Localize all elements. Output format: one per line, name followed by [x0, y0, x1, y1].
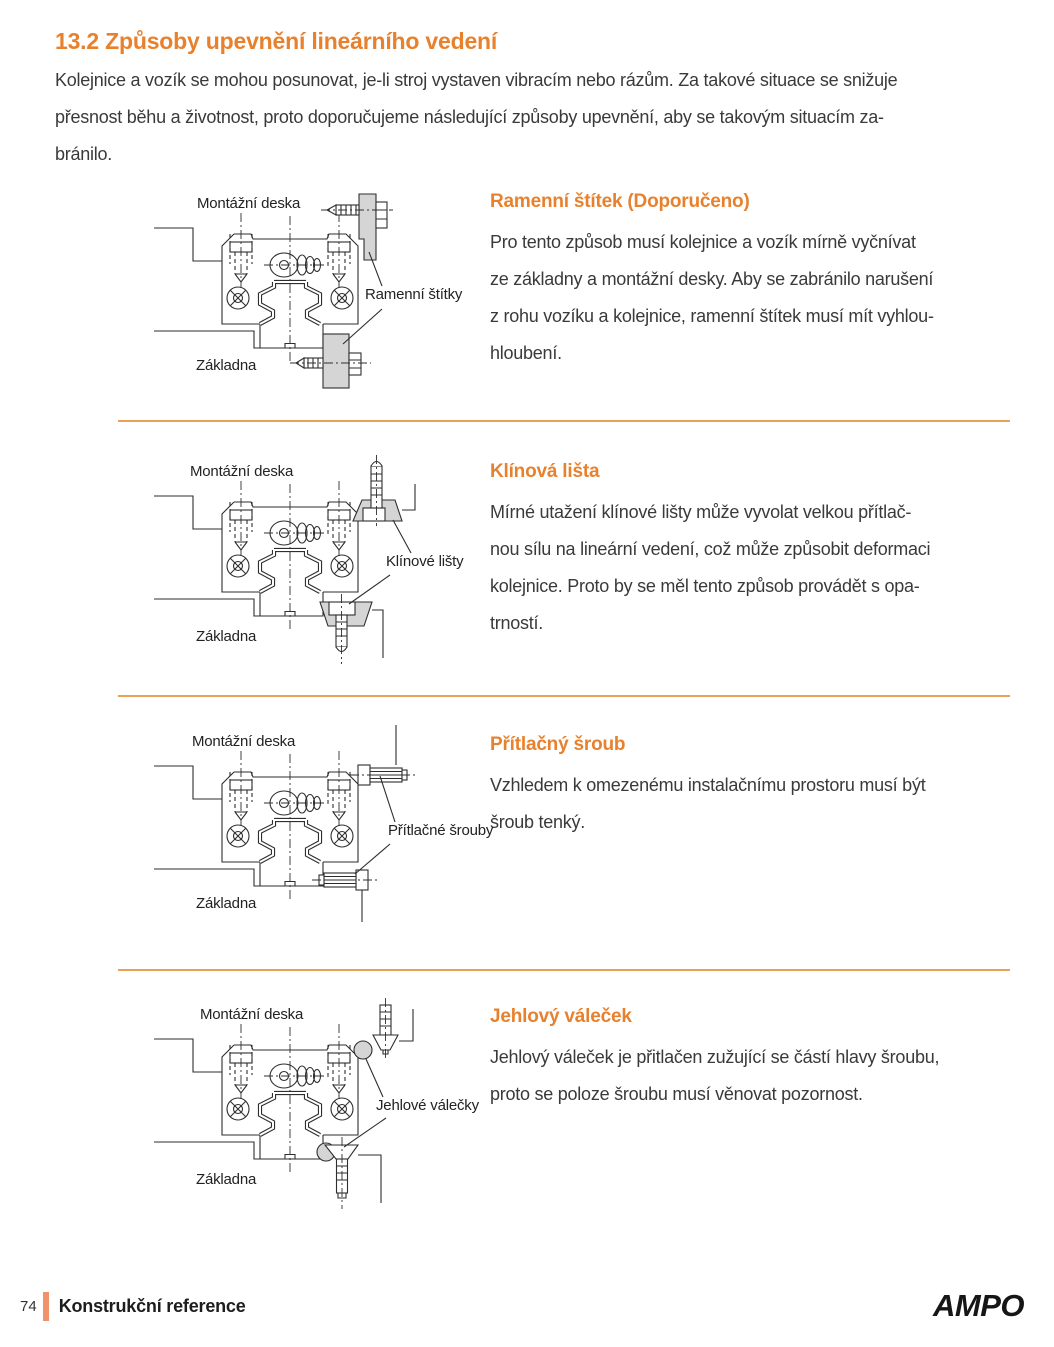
page-title: 13.2 Způsoby upevnění lineárního vedení	[55, 28, 498, 54]
section-heading: Klínová lišta	[490, 461, 600, 482]
page-number: 74	[20, 1297, 37, 1315]
section-heading: Přítlačný šroub	[490, 734, 626, 755]
body-line: trností.	[490, 613, 544, 633]
section-heading: Jehlový váleček	[490, 1006, 632, 1027]
diagram-pritlacny-sroub	[150, 724, 494, 969]
diagram-klinova-lista	[150, 454, 490, 695]
page-footer	[0, 1284, 1054, 1328]
body-line: Mírné utažení klínové lišty může vyvolat velkou přítlač-	[490, 502, 912, 522]
diagram-label-part: Klínové lišty	[386, 553, 464, 570]
section-heading: Ramenní štítek (Doporučeno)	[490, 191, 750, 212]
section-klinova-lista	[55, 422, 1010, 695]
body-line: šroub tenký.	[490, 812, 586, 832]
body-line: Jehlový váleček je přitlačen zužující se částí hlavy šroubu,	[490, 1047, 940, 1067]
diagram-label-base: Základna	[196, 895, 257, 912]
intro-line: přesnost běhu a životnost, proto doporučujeme následující způsoby upevnění, aby se takovým situacím za-	[55, 107, 884, 127]
brand-logo: AMPO	[933, 1288, 1024, 1323]
footer-accent-bar	[43, 1292, 49, 1321]
intro-paragraph	[55, 62, 1010, 173]
diagram-label-mounting-plate: Montážní deska	[192, 733, 296, 750]
diagram-label-base: Základna	[196, 628, 257, 645]
section-ramenni-stitek	[55, 183, 1010, 420]
linear-guide-push-screw-drawing	[150, 724, 490, 954]
body-line: proto se poloze šroubu musí věnovat pozornost.	[490, 1084, 863, 1104]
diagram-ramenni-stitek	[150, 186, 490, 420]
section-pritlacny-sroub	[55, 697, 1010, 969]
diagram-label-base: Základna	[196, 1171, 257, 1188]
body-line: Vzhledem k omezenému instalačnímu prostoru musí být	[490, 775, 926, 795]
diagram-jehlovy-valecek	[150, 997, 490, 1227]
section-jehlovy-valecek	[55, 971, 1010, 1227]
body-line: hloubení.	[490, 343, 562, 363]
body-line: nou sílu na lineární vedení, což může způsobit deformaci	[490, 539, 931, 559]
footer-section-label: Konstrukční reference	[58, 1295, 246, 1316]
body-line: z rohu vozíku a kolejnice, ramenní štítek musí mít vyhlou-	[490, 306, 934, 326]
diagram-label-part: Přítlačné šrouby	[388, 822, 494, 839]
diagram-label-mounting-plate: Montážní deska	[200, 1006, 304, 1023]
body-line: ze základny a montážní desky. Aby se zabránilo narušení	[490, 269, 934, 289]
diagram-label-part: Ramenní štítky	[365, 286, 463, 303]
diagram-label-part: Jehlové válečky	[376, 1097, 479, 1114]
diagram-label-mounting-plate: Montážní deska	[190, 463, 294, 480]
intro-line: bránilo.	[55, 144, 113, 164]
body-line: kolejnice. Proto by se měl tento způsob provádět s opa-	[490, 576, 920, 596]
body-line: Pro tento způsob musí kolejnice a vozík mírně vyčnívat	[490, 232, 916, 252]
intro-line: Kolejnice a vozík se mohou posunovat, je-li stroj vystaven vibracím nebo rázům. Za takové situace se snižuje	[55, 70, 898, 90]
diagram-label-base: Základna	[196, 357, 257, 374]
diagram-label-mounting-plate: Montážní deska	[197, 195, 301, 212]
